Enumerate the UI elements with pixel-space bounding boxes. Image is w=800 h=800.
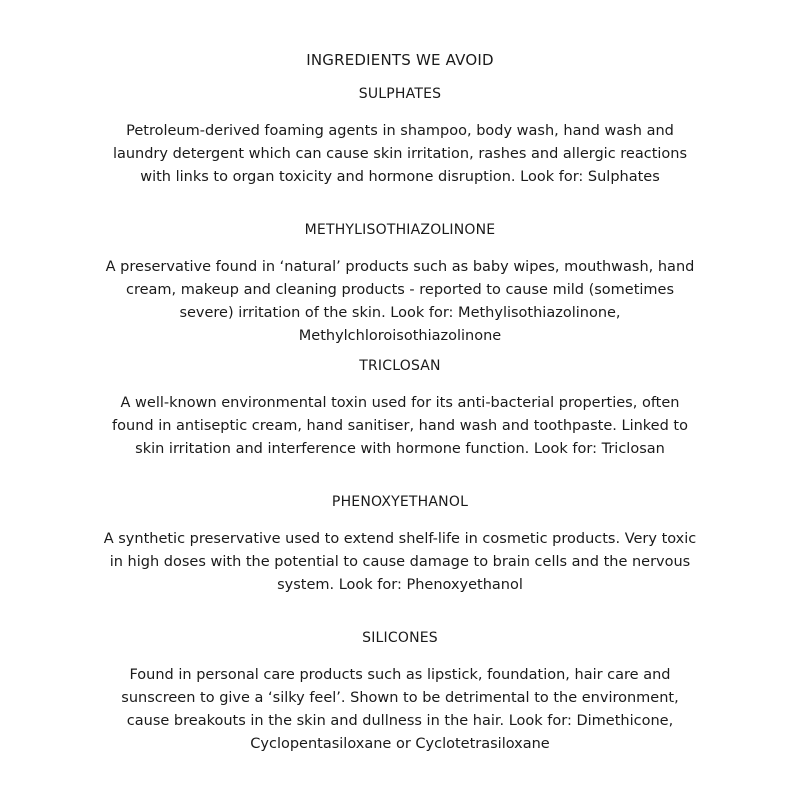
section-heading: SULPHATES xyxy=(358,86,442,102)
section-body: A well-known environmental toxin used for its anti-bacterial properties, often found in antiseptic cream, hand sanitiser, hand wash and toothpaste. Linked to skin irritation and interference with hormone function. Look for: Triclosan xyxy=(112,395,688,457)
section-silicones xyxy=(100,628,700,756)
section-heading: SILICONES xyxy=(362,630,438,646)
section-sulphates xyxy=(100,84,700,189)
section-phenoxyethanol xyxy=(100,492,700,597)
section-methylisothiazolinone xyxy=(100,220,700,348)
section-heading: METHYLISOTHIAZOLINONE xyxy=(304,222,496,238)
section-triclosan xyxy=(100,356,700,461)
section-body: A synthetic preservative used to extend shelf-life in cosmetic products. Very toxic in high doses with the potential to cause damage to brain cells and the nervous system. Look for: Phenoxyethanol xyxy=(103,531,697,593)
section-heading: PHENOXYETHANOL xyxy=(331,494,469,510)
section-body: A preservative found in ‘natural’ products such as baby wipes, mouthwash, hand cream, makeup and cleaning products - reported to cause mild (sometimes severe) irritation of the skin. Look for: Methylisothiazolinone, Methylchloroisothiazolinone xyxy=(105,259,695,344)
section-heading: TRICLOSAN xyxy=(359,358,441,374)
section-body: Found in personal care products such as lipstick, foundation, hair care and sunscreen to give a ‘silky feel’. Shown to be detrimental to the environment, cause breakouts in the skin and dullness in the hair. Look for: Dimethicone, Cyclopentasiloxane or Cyclotetrasiloxane xyxy=(121,667,679,752)
page-title: INGREDIENTS WE AVOID xyxy=(306,51,494,69)
section-body: Petroleum-derived foaming agents in shampoo, body wash, hand wash and laundry detergent which can cause skin irritation, rashes and allergic reactions with links to organ toxicity and hormone disruption. Look for: Sulphates xyxy=(112,123,688,185)
